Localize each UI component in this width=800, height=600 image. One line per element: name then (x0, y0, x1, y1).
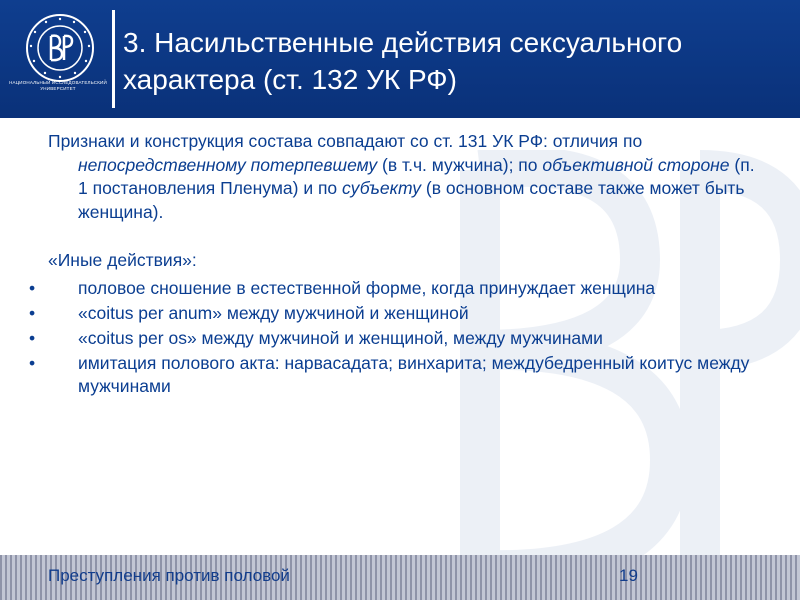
logo-caption: НАЦИОНАЛЬНЫЙ ИССЛЕДОВАТЕЛЬСКИЙ УНИВЕРСИТЕТ (9, 80, 107, 91)
emphasis-subject: субъекту (342, 178, 421, 198)
page-number: 19 (619, 566, 638, 585)
footer-text: Преступления против половой (48, 566, 290, 585)
list-item: • имитация полового акта: нарвасадата; винхарита; междубедренный коитус между мужчинами (29, 352, 750, 396)
bullet-list (29, 277, 768, 399)
slide-header (0, 0, 800, 118)
bullet-icon: • (29, 327, 36, 348)
bullet-icon: • (29, 277, 36, 298)
slide-title: 3. Насильственные действия сексуального характера (ст. 132 УК РФ) (123, 27, 683, 95)
header-divider (112, 10, 115, 108)
slide-content (29, 130, 768, 400)
bullet-icon: • (29, 302, 36, 323)
list-intro: «Иные действия»: (48, 250, 197, 270)
main-paragraph: Признаки и конструкция состава совпадают со ст. 131 УК РФ: отличия по непосредственному потерпевшему (в т.ч. мужчина); по объективной стороне (п. 1 постановления Пленума) и по субъекту (в основном составе также может быть женщина). (48, 131, 755, 222)
emphasis-victim: непосредственному потерпевшему (78, 154, 378, 175)
list-item: • «coitus per anum» между мужчиной и женщиной (48, 302, 768, 326)
list-item: • «coitus per os» между мужчиной и женщиной, между мужчинами (48, 327, 768, 351)
list-item: • половое сношение в естественной форме, когда принуждает женщина (48, 277, 768, 301)
emphasis-objective-side: объективной стороне (542, 154, 730, 175)
bullet-icon: • (29, 352, 36, 373)
